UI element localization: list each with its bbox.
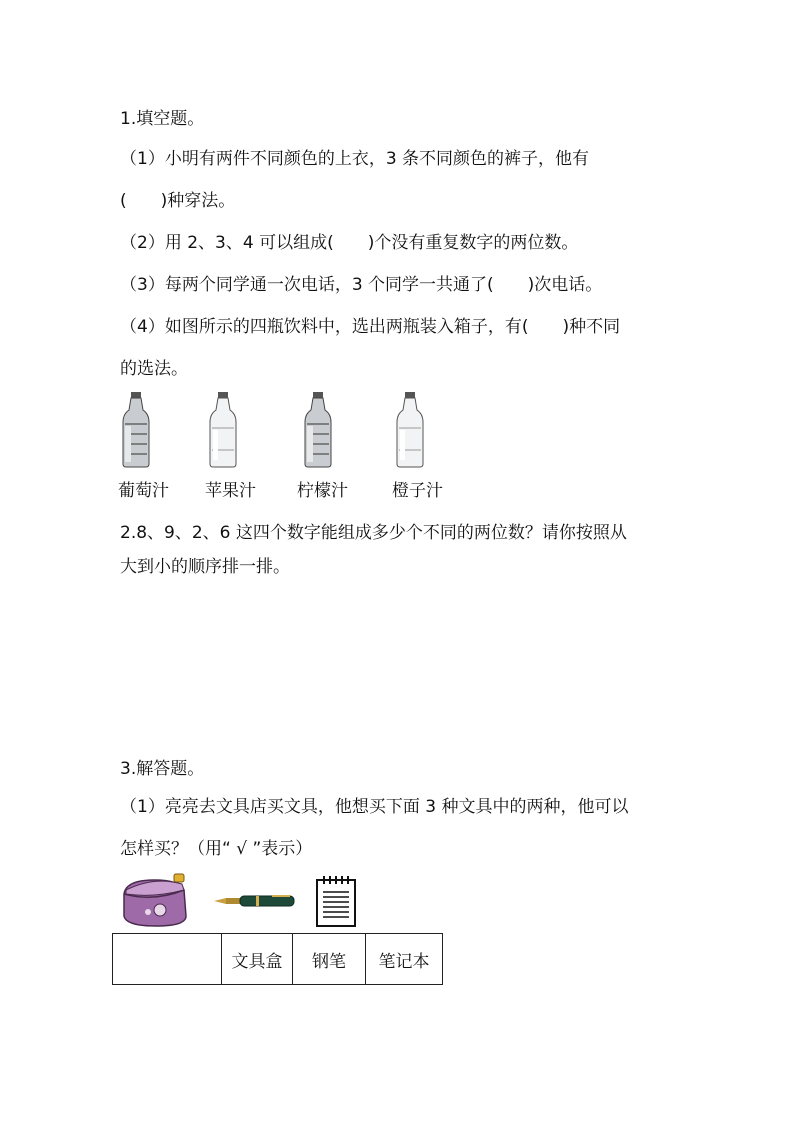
question-2-line1: 2.8、9、2、6 这四个数字能组成多少个不同的两位数？请你按照从: [120, 523, 627, 543]
apple-juice-bottle-icon: [205, 390, 241, 468]
question-3-1-line1: （1）亮亮去文具店买文具，他想买下面 3 种文具中的两种，他可以: [120, 797, 629, 817]
bottle-label-lemon: 柠檬汁: [297, 481, 348, 501]
orange-juice-bottle-icon: [392, 390, 428, 468]
lemon-juice-bottle-icon: [300, 390, 336, 468]
table-header-pencil-case: 文具盒: [222, 934, 293, 985]
bottle-label-apple: 苹果汁: [205, 481, 256, 501]
pencil-case-icon: [120, 872, 190, 930]
question-1-2: （2）用 2、3、4 可以组成( )个没有重复数字的两位数。: [120, 233, 579, 253]
question-1-1-line1: （1）小明有两件不同颜色的上衣，3 条不同颜色的裤子，他有: [120, 149, 590, 169]
fountain-pen-icon: [212, 893, 298, 909]
bottle-label-grape: 葡萄汁: [118, 481, 169, 501]
grape-juice-bottle-icon: [118, 390, 154, 468]
bottle-label-orange: 橙子汁: [392, 481, 443, 501]
question-1-1-line2: ( )种穿法。: [120, 191, 236, 211]
notebook-icon: [314, 874, 358, 928]
question-1-3: （3）每两个同学通一次电话，3 个同学一共通了( )次电话。: [120, 275, 603, 295]
table-row: [113, 934, 443, 985]
table-header-pen: 钢笔: [293, 934, 366, 985]
question-1-4-line2: 的选法。: [120, 359, 188, 379]
question-2-line2: 大到小的顺序排一排。: [120, 557, 290, 577]
section3-title: 3.解答题。: [120, 759, 205, 779]
purchase-options-table: [112, 933, 443, 985]
question-1-4-line1: （4）如图所示的四瓶饮料中，选出两瓶装入箱子，有( )种不同: [120, 317, 621, 337]
question-3-1-line2: 怎样买？（用“ √ ”表示）: [120, 839, 313, 859]
table-header-blank: [113, 934, 222, 985]
table-header-notebook: 笔记本: [366, 934, 443, 985]
section1-title: 1.填空题。: [120, 109, 205, 129]
